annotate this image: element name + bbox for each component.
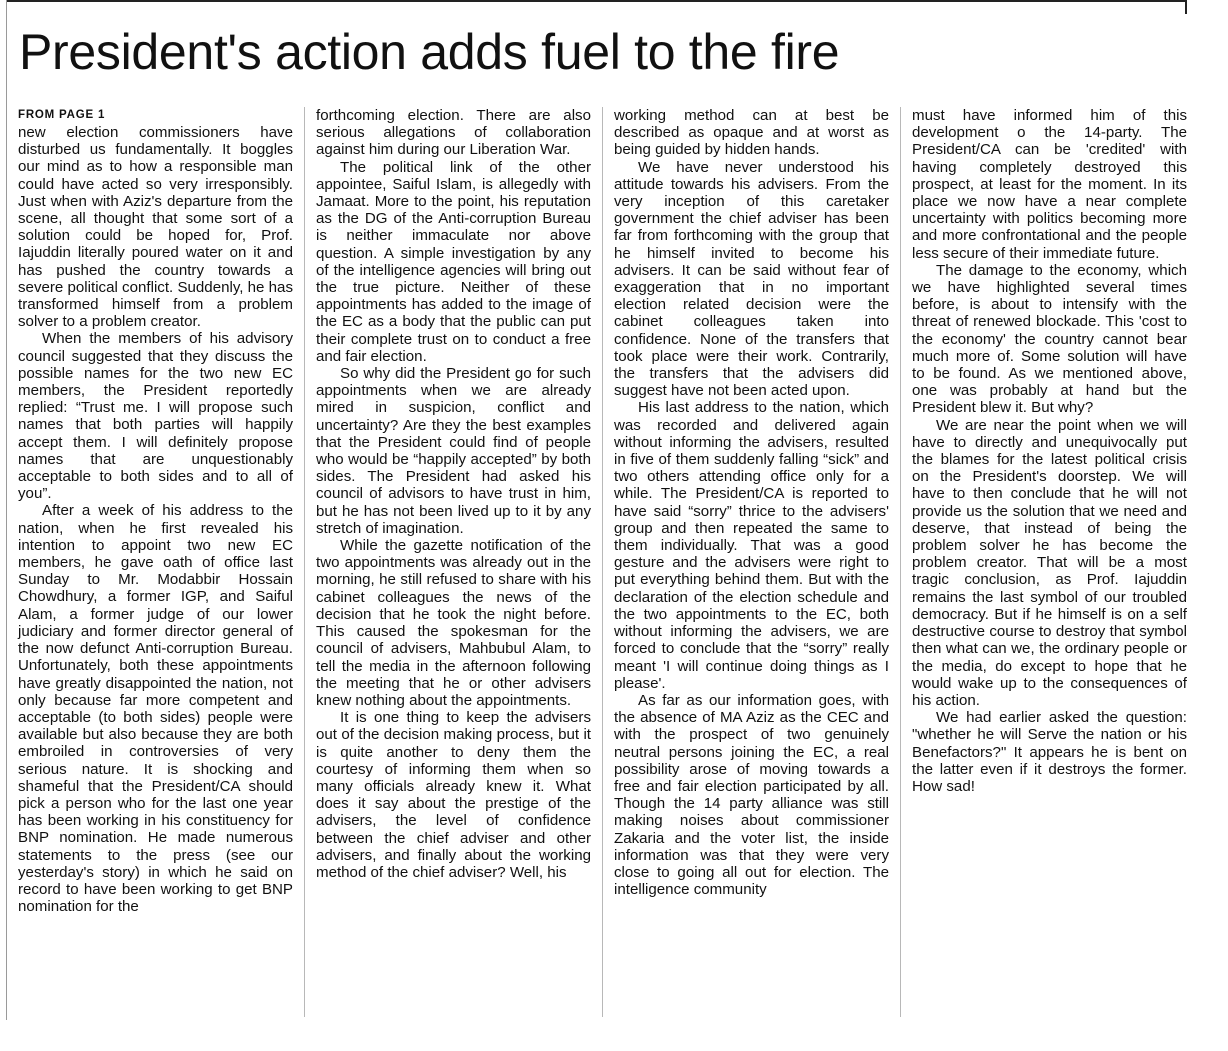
paragraph: new election commissioners have disturbed us fundamentally. It boggles our mind as to how a responsible man could have acted so very irresponsibly. Just when with Aziz's departure from the scene, all thought that some sort of a solution could be hoped for, Prof. Iajuddin literally poured water on it and has pushed the country towards a severe political conflict. Suddenly, he has transformed himself from a problem solver to a problem creator. (18, 124, 293, 331)
article-column-1 (18, 107, 293, 915)
paragraph: The political link of the other appointee, Saiful Islam, is allegedly with Jamaat. More to the point, his reputation as the DG of the Anti-corruption Bureau is neither immaculate nor above question. A simple investigation by any of the intelligence agencies will bring out the true picture. Neither of these appointments has added to the image of the EC as a body that the public can put their complete trust on to conduct a free and fair election. (316, 158, 591, 365)
column-separator (900, 107, 901, 1017)
article-column-3 (614, 107, 889, 898)
article-column-4 (912, 107, 1187, 795)
paragraph: must have informed him of this development o the 14-party. The President/CA can be 'credited' with having completely destroyed this prospect, at least for the moment. In its place we now have a near complete uncertainty with politics becoming more and more confrontational and the people less secure of their immediate future. (912, 107, 1187, 262)
paragraph: When the members of his advisory council suggested that they discuss the possible names for the two new EC members, the President reportedly replied: “Trust me. I will propose such names that both parties will happily accept them. I will definitely propose names that are unquestionably acceptable to both sides and to all of you”. (18, 330, 293, 503)
paragraph: As far as our information goes, with the absence of MA Aziz as the CEC and with the prospect of two genuinely neutral persons joining the EC, a real possibility arose of moving towards a free and fair election participated by all. Though the 14 party alliance was still making noises about commissioner Zakaria and the voter list, the inside information was that they were very close to going all out for election. The intelligence community (614, 691, 889, 899)
paragraph: We have never understood his attitude towards his advisers. From the very inception of this caretaker government the chief adviser has been far from forthcoming with the group that he himself invited to become his advisers. It can be said without fear of exaggeration that in no important election related decision were the cabinet colleagues taken into confidence. None of the transfers that took place were their work. Contrarily, the transfers that the advisers did suggest have not been acted upon. (614, 158, 889, 400)
paragraph: While the gazette notification of the two appointments was already out in the morning, he still refused to share with his cabinet colleagues the news of the decision that he took the night before. This caused the spokesman for the council of advisers, Mahbubul Alam, to tell the media in the afternoon following the meeting that he or other advisers knew nothing about the appointments. (316, 537, 591, 709)
column-separator (304, 107, 305, 1017)
paragraph: We are near the point when we will have to directly and unequivocally put the blames for the latest political crisis on the President's doorstep. We will have to then conclude that he will not provide us the solution that we need and deserve, that instead of being the problem solver he has become the problem creator. That will be a most tragic conclusion, as Prof. Iajuddin remains the last symbol of our troubled democracy. But if he himself is on a self destructive course to destroy that symbol then what can we, the ordinary people or the media, do except to hope that he would wake up to the consequences of his action. (912, 416, 1187, 709)
paragraph: working method can at best be described as opaque and at worst as being guided by hidden hands. (614, 107, 889, 159)
article-column-2 (316, 107, 591, 881)
continuation-kicker: FROM PAGE 1 (18, 109, 106, 121)
paragraph: The damage to the economy, which we have highlighted several times before, is about to intensify with the threat of renewed blockade. This 'cost to the economy' the country cannot bear much more of. Some solution will have to be found. As we mentioned above, one was probably at hand but the President blew it. But why? (912, 261, 1187, 417)
paragraph: After a week of his address to the nation, when he first revealed his intention to appoint two new EC members, he gave oath of office last Sunday to Mr. Modabbir Hossain Chowdhury, a former IGP, and Saiful Alam, a former judge of our lower judiciary and former director general of the now defunct Anti-corruption Bureau. Unfortunately, both these appointments have greatly disappointed the nation, not only because far more competent and acceptable (to both sides) people were available but also because they are both embroiled in controversies of very serious nature. It is shocking and shameful that the President/CA should pick a person who for the last one year has been working in his constituency for BNP nomination. He made numerous statements to the press (see our yesterday's story) in which he said on record to have been working to get BNP nomination for the (18, 502, 293, 916)
paragraph: So why did the President go for such appointments when we are already mired in suspicion, conflict and uncertainty? Are they the best examples that the President could find of people who would be “happily accepted” by both sides. The President had asked his council of advisors to have trust in him, but he has not been lived up to it by any stretch of imagination. (316, 365, 591, 537)
paragraph: We had earlier asked the question: "whether he will Serve the nation or his Benefactors?" It appears he is bent on the latter even if it destroys the former. How sad! (912, 709, 1187, 795)
paragraph: forthcoming election. There are also serious allegations of collaboration against him during our Liberation War. (316, 107, 591, 159)
top-rule (6, 0, 1186, 2)
paragraph: It is one thing to keep the advisers out of the decision making process, but it is quite another to deny them the courtesy of informing them when so many officials already knew it. What does it say about the prestige of the advisers, the level of confidence between the chief adviser and other advisers, and finally about the working method of the chief adviser? Well, his (316, 709, 591, 881)
column-separator (602, 107, 603, 1017)
left-rule (6, 0, 7, 1020)
top-right-rule (1185, 0, 1187, 14)
headline: President's action adds fuel to the fire (19, 24, 840, 80)
paragraph: His last address to the nation, which was recorded and delivered again without informing the advisers, resulted in five of them suddenly falling “sick” and two others attending office only for a while. The President/CA is reported to have said “sorry” thrice to the advisers' group and then repeated the same to them individually. That was a good gesture and the advisers were right to put everything behind them. But with the declaration of the election schedule and the two appointments to the EC, both without informing the advisers, we are forced to conclude that the “sorry” really meant 'I will continue doing things as I please'. (614, 399, 889, 692)
